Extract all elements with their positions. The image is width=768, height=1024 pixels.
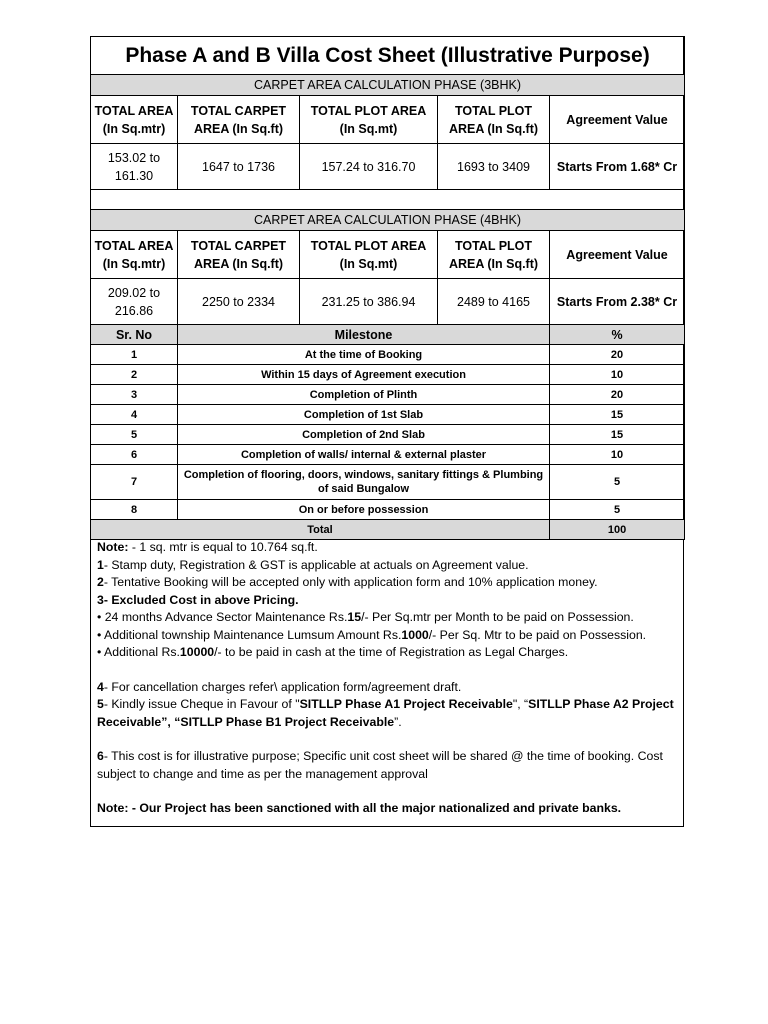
column-header: TOTAL PLOT AREA (In Sq.ft): [438, 96, 550, 144]
note-3: 3- Excluded Cost in above Pricing.: [97, 592, 299, 607]
note-1: 1- Stamp duty, Registration & GST is applicable at actuals on Agreement value.: [97, 557, 529, 572]
column-header: TOTAL AREA (In Sq.mtr): [91, 96, 178, 144]
table-cell: 153.02 to 161.30: [91, 144, 178, 190]
percent: 15: [550, 425, 685, 445]
percent: 5: [550, 465, 685, 500]
bullet-township-maintenance: • Additional township Maintenance Lumsum Amount Rs.1000/- Per Sq. Mtr to be paid on Possession.: [97, 627, 647, 642]
column-header: %: [550, 325, 685, 345]
sr-no: 6: [91, 445, 178, 465]
table-row: [91, 365, 685, 385]
phase-3bhk-column-headers: [91, 96, 685, 144]
spacer-row: [91, 190, 685, 210]
table-row: [91, 345, 685, 365]
note-6: 6- This cost is for illustrative purpose; Specific unit cost sheet will be shared @ the time of booking. Cost subject to change and time as per the management approval: [97, 749, 663, 781]
sr-no: 1: [91, 345, 178, 365]
page-title: Phase A and B Villa Cost Sheet (Illustrative Purpose): [91, 37, 685, 75]
table-row: [91, 385, 685, 405]
sr-no: 2: [91, 365, 178, 385]
note-5: 5- Kindly issue Cheque in Favour of "SITLLP Phase A1 Project Receivable", “SITLLP Phase A2 Project Receivable”, “SITLLP Phase B1 Project Receivable”.: [97, 697, 674, 729]
bullet-sector-maintenance: • 24 months Advance Sector Maintenance Rs.15/- Per Sq.mtr per Month to be paid on Possession.: [97, 610, 634, 624]
cost-table: [90, 36, 685, 540]
agreement-value: Starts From 1.68* Cr: [550, 144, 685, 190]
percent: 5: [550, 500, 685, 520]
sr-no: 5: [91, 425, 178, 445]
column-header: Sr. No: [91, 325, 178, 345]
sr-no: 4: [91, 405, 178, 425]
phase-3bhk-data-row: [91, 144, 685, 190]
table-row: [91, 465, 685, 500]
milestone: Within 15 days of Agreement execution: [178, 365, 550, 385]
table-row: [91, 425, 685, 445]
bullet-legal-charges: • Additional Rs.10000/- to be paid in cash at the time of Registration as Legal Charges.: [97, 645, 569, 659]
cost-sheet: [90, 36, 684, 827]
milestone: Completion of 2nd Slab: [178, 425, 550, 445]
total-row: [91, 520, 685, 540]
table-cell: 1693 to 3409: [438, 144, 550, 190]
table-cell: 157.24 to 316.70: [300, 144, 438, 190]
milestone: On or before possession: [178, 500, 550, 520]
column-header: TOTAL PLOT AREA (In Sq.mt): [300, 96, 438, 144]
column-header: TOTAL PLOT AREA (In Sq.mt): [300, 231, 438, 279]
milestone: Completion of 1st Slab: [178, 405, 550, 425]
sr-no: 7: [91, 465, 178, 500]
milestone: Completion of walls/ internal & external plaster: [178, 445, 550, 465]
milestone: Completion of flooring, doors, windows, sanitary fittings & Plumbing of said Bungalow: [178, 465, 550, 500]
note-4: 4- For cancellation charges refer\ application form/agreement draft.: [97, 679, 462, 694]
sr-no: 3: [91, 385, 178, 405]
column-header: TOTAL CARPET AREA (In Sq.ft): [178, 231, 300, 279]
table-row: [91, 405, 685, 425]
column-header: Milestone: [178, 325, 550, 345]
phase-4bhk-column-headers: [91, 231, 685, 279]
note-bank-sanction: Note: - Our Project has been sanctioned with all the major nationalized and private banks.: [97, 801, 622, 815]
table-cell: 2489 to 4165: [438, 279, 550, 325]
milestone-header-row: [91, 325, 685, 345]
total-label: Total: [91, 520, 550, 540]
column-header: Agreement Value: [550, 96, 685, 144]
percent: 10: [550, 445, 685, 465]
agreement-value: Starts From 2.38* Cr: [550, 279, 685, 325]
percent: 20: [550, 345, 685, 365]
table-cell: 231.25 to 386.94: [300, 279, 438, 325]
column-header: TOTAL CARPET AREA (In Sq.ft): [178, 96, 300, 144]
column-header: Agreement Value: [550, 231, 685, 279]
table-cell: 209.02 to 216.86: [91, 279, 178, 325]
milestone: At the time of Booking: [178, 345, 550, 365]
column-header: TOTAL AREA (In Sq.mtr): [91, 231, 178, 279]
column-header: TOTAL PLOT AREA (In Sq.ft): [438, 231, 550, 279]
sr-no: 8: [91, 500, 178, 520]
table-cell: 2250 to 2334: [178, 279, 300, 325]
note-2: 2- Tentative Booking will be accepted only with application form and 10% application money.: [97, 575, 598, 589]
table-row: [91, 445, 685, 465]
percent: 15: [550, 405, 685, 425]
table-cell: 1647 to 1736: [178, 144, 300, 190]
phase-4bhk-header: CARPET AREA CALCULATION PHASE (4BHK): [91, 210, 685, 231]
notes-section: [97, 539, 677, 818]
table-row: [91, 500, 685, 520]
percent: 10: [550, 365, 685, 385]
percent: 20: [550, 385, 685, 405]
phase-3bhk-header: CARPET AREA CALCULATION PHASE (3BHK): [91, 75, 685, 96]
note-conversion: Note: - 1 sq. mtr is equal to 10.764 sq.ft.: [97, 540, 318, 554]
total-value: 100: [550, 520, 685, 540]
milestone: Completion of Plinth: [178, 385, 550, 405]
phase-4bhk-data-row: [91, 279, 685, 325]
